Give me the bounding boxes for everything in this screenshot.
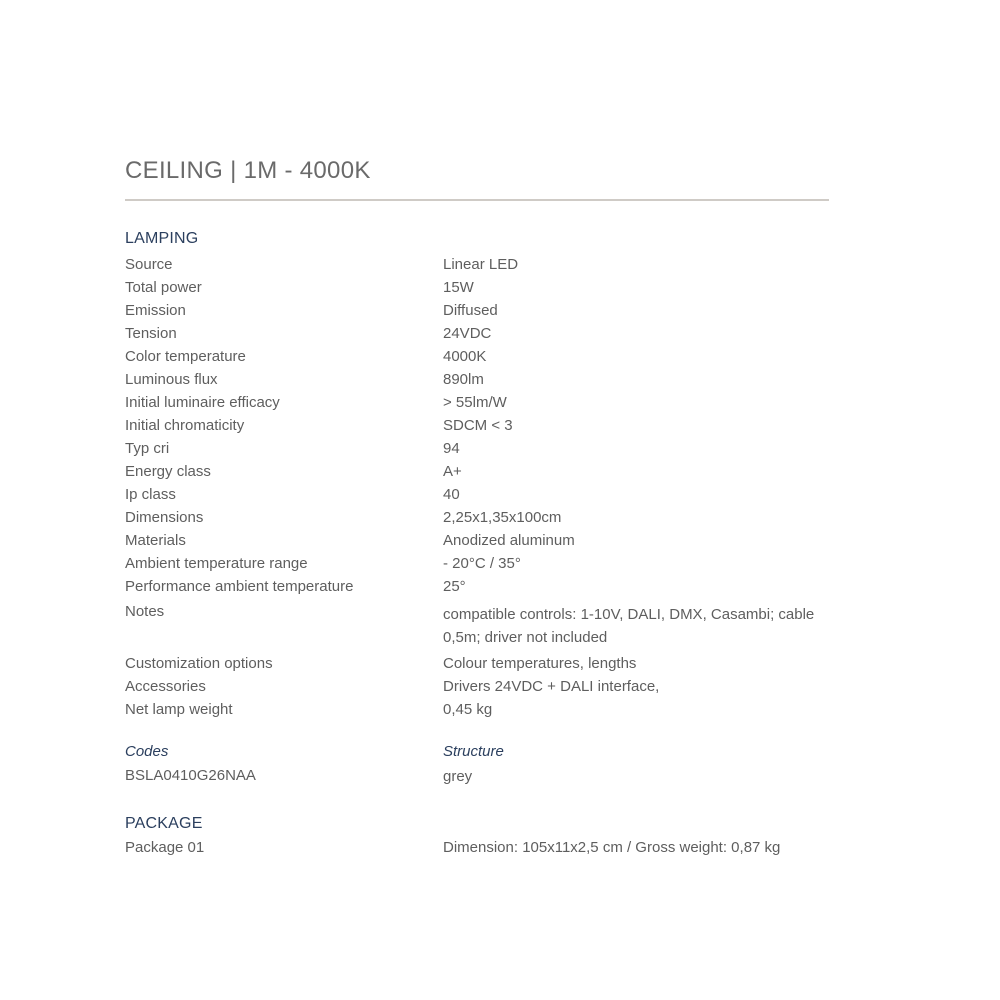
spec-label: Dimensions xyxy=(125,509,204,526)
lamping-heading: LAMPING xyxy=(125,230,199,247)
spec-label: Materials xyxy=(125,532,186,549)
spec-row xyxy=(125,391,845,414)
codes-heading: Codes xyxy=(125,743,169,760)
spec-row xyxy=(125,506,845,529)
spec-value: 15W xyxy=(443,279,474,296)
structure-value: grey xyxy=(443,768,473,785)
spec-row xyxy=(125,552,845,575)
spec-label: Accessories xyxy=(125,678,206,695)
spec-row xyxy=(125,460,845,483)
spec-row xyxy=(125,652,845,675)
spec-value: Linear LED xyxy=(443,256,519,273)
spec-row xyxy=(125,575,845,598)
spec-value: Anodized aluminum xyxy=(443,532,575,549)
spec-label: Customization options xyxy=(125,655,273,672)
spec-row xyxy=(125,345,845,368)
spec-row xyxy=(125,483,845,506)
spec-value: 0,45 kg xyxy=(443,701,493,718)
spec-value: 890lm xyxy=(443,371,484,388)
spec-label: Initial chromaticity xyxy=(125,417,245,434)
spec-value: A+ xyxy=(443,463,462,480)
spec-value: Diffused xyxy=(443,302,498,319)
package-heading: PACKAGE xyxy=(125,815,203,832)
spec-label: Typ cri xyxy=(125,440,170,457)
spec-row xyxy=(125,276,845,299)
spec-label: Emission xyxy=(125,302,186,319)
spec-label: Ambient temperature range xyxy=(125,555,308,572)
spec-label: Energy class xyxy=(125,463,211,480)
page-title: CEILING | 1M - 4000K xyxy=(125,157,371,184)
spec-row xyxy=(125,437,845,460)
spec-row xyxy=(125,698,845,721)
spec-value: - 20°C / 35° xyxy=(443,555,521,572)
package-label: Package 01 xyxy=(125,839,205,856)
spec-label: Tension xyxy=(125,325,177,342)
spec-row xyxy=(125,414,845,437)
spec-value: 25° xyxy=(443,578,466,595)
package-value: Dimension: 105x11x2,5 cm / Gross weight: 0,87 kg xyxy=(443,839,781,856)
spec-row xyxy=(125,368,845,391)
spec-label: Source xyxy=(125,256,173,273)
lamping-spec-list xyxy=(125,253,845,721)
spec-value: Colour temperatures, lengths xyxy=(443,655,637,672)
spec-value: compatible controls: 1-10V, DALI, DMX, Casambi; cable 0,5m; driver not included xyxy=(443,606,815,646)
spec-row xyxy=(125,600,845,649)
spec-label: Notes xyxy=(125,603,165,620)
spec-value: > 55lm/W xyxy=(443,394,507,411)
codes-value: BSLA0410G26NAA xyxy=(125,767,256,784)
spec-value: 24VDC xyxy=(443,325,492,342)
spec-label: Color temperature xyxy=(125,348,246,365)
spec-value: 4000K xyxy=(443,348,487,365)
spec-label: Initial luminaire efficacy xyxy=(125,394,280,411)
spec-value: 94 xyxy=(443,440,460,457)
spec-value: SDCM < 3 xyxy=(443,417,513,434)
title-divider xyxy=(125,199,829,201)
structure-heading: Structure xyxy=(443,743,504,760)
spec-label: Ip class xyxy=(125,486,176,503)
spec-label: Total power xyxy=(125,279,202,296)
spec-value: Drivers 24VDC + DALI interface, xyxy=(443,678,660,695)
spec-row xyxy=(125,299,845,322)
spec-label: Performance ambient temperature xyxy=(125,578,354,595)
spec-value: 2,25x1,35x100cm xyxy=(443,509,562,526)
spec-row xyxy=(125,322,845,345)
spec-label: Luminous flux xyxy=(125,371,218,388)
spec-row xyxy=(125,253,845,276)
spec-row xyxy=(125,675,845,698)
spec-value: 40 xyxy=(443,486,460,503)
spec-label: Net lamp weight xyxy=(125,701,233,718)
spec-row xyxy=(125,529,845,552)
